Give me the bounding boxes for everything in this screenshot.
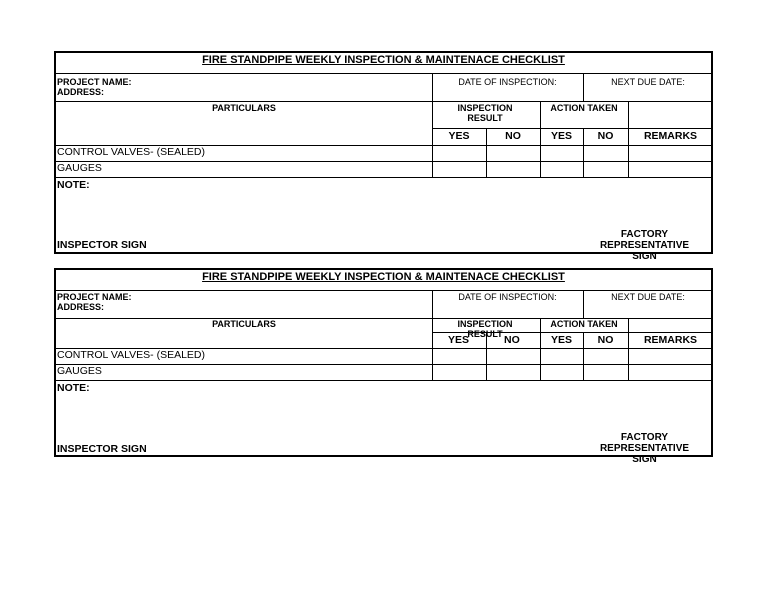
divider: [628, 318, 629, 380]
factory-representative-label: [576, 229, 713, 262]
note-label: NOTE:: [57, 179, 90, 191]
divider: [56, 101, 711, 102]
factory-sign-text: SIGN: [632, 251, 657, 262]
divider: [432, 290, 433, 380]
factory-representative-text: FACTORY REPRESENTATIVE: [599, 432, 690, 454]
inspection-result-header: INSPECTION RESULT: [457, 103, 513, 123]
divider: [56, 290, 711, 291]
factory-sign-text: SIGN: [632, 454, 657, 465]
inspection-yes-header: YES: [448, 130, 470, 142]
inspector-sign-label: INSPECTOR SIGN: [57, 443, 147, 455]
date-of-inspection-label: DATE OF INSPECTION:: [458, 292, 557, 302]
action-taken-header: ACTION TAKEN: [550, 103, 618, 113]
remarks-header: REMARKS: [643, 130, 698, 142]
divider: [432, 73, 433, 177]
row-gauges: GAUGES: [57, 162, 102, 174]
action-no-header: NO: [597, 130, 614, 142]
divider: [56, 177, 711, 178]
address-label: ADDRESS:: [57, 302, 105, 312]
divider: [56, 161, 711, 162]
address-label: ADDRESS:: [57, 87, 105, 97]
next-due-date-label: NEXT DUE DATE:: [611, 292, 685, 302]
divider: [486, 332, 487, 380]
divider: [432, 128, 711, 129]
inspection-no-header: NO: [504, 334, 520, 346]
inspector-sign-label: INSPECTOR SIGN: [57, 239, 147, 251]
row-control-valves: CONTROL VALVES- (SEALED): [57, 349, 206, 361]
particulars-header: PARTICULARS: [212, 319, 276, 329]
row-gauges: GAUGES: [57, 365, 102, 377]
form-title: FIRE STANDPIPE WEEKLY INSPECTION & MAINTENACE CHECKLIST: [202, 271, 565, 283]
action-yes-header: YES: [550, 130, 572, 142]
divider: [56, 73, 711, 74]
row-control-valves: CONTROL VALVES- (SEALED): [57, 146, 206, 158]
next-due-date-label: NEXT DUE DATE:: [611, 77, 685, 87]
action-yes-header: YES: [550, 334, 572, 346]
factory-representative-label: [576, 432, 713, 465]
form-title: FIRE STANDPIPE WEEKLY INSPECTION & MAINTENACE CHECKLIST: [202, 54, 565, 66]
action-no-header: NO: [597, 334, 614, 346]
project-name-label: PROJECT NAME:: [57, 77, 132, 87]
inspection-no-header: NO: [505, 130, 521, 142]
note-label: NOTE:: [57, 382, 90, 394]
checklist-form-2: [54, 268, 713, 465]
remarks-header: REMARKS: [643, 334, 698, 346]
project-name-label: PROJECT NAME:: [57, 292, 132, 302]
factory-representative-text: FACTORY REPRESENTATIVE: [599, 229, 690, 251]
divider: [56, 380, 711, 381]
inspection-yes-header: YES: [448, 334, 470, 346]
inspection-result-header: INSPECTION RESULT: [457, 319, 513, 339]
checklist-form-1: [54, 51, 713, 262]
date-of-inspection-label: DATE OF INSPECTION:: [458, 77, 557, 87]
divider: [56, 364, 711, 365]
action-taken-header: ACTION TAKEN: [550, 319, 618, 329]
particulars-header: PARTICULARS: [212, 103, 276, 113]
